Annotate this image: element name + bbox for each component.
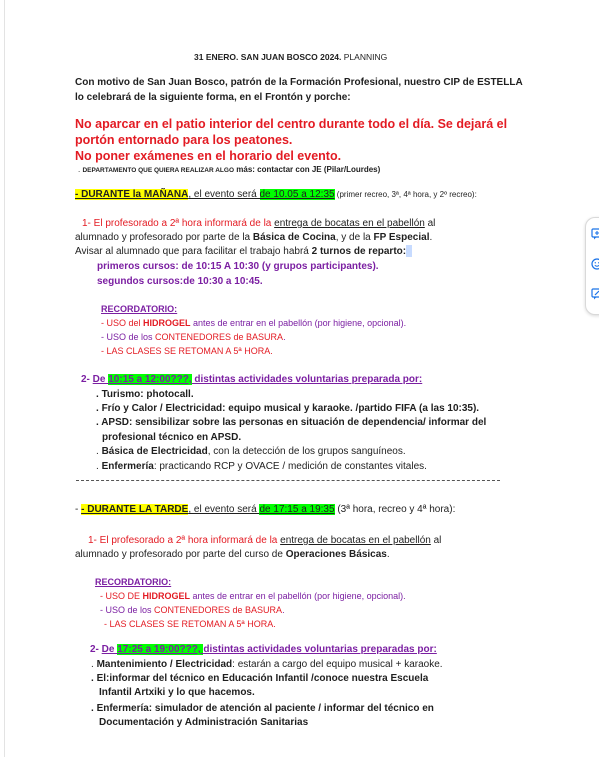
morning-activity-3: . APSD: sensibilizar sobre las personas en situación de dependencia/ informar del (96, 417, 487, 428)
morning-turn-1: primeros cursos: de 10:15 A 10:30 (y grupos participantes). (97, 261, 379, 272)
emoji-add-icon[interactable] (591, 258, 599, 270)
comment-add-icon[interactable] (591, 228, 599, 240)
afternoon-activity-2: . El:informar del técnico en Educación Infantil /conoce nuestra Escuela (91, 673, 429, 684)
intro-line-2: lo celebrará de la siguiente forma, en el Frontón y porche: (75, 92, 351, 103)
morning-activity-1: . Turismo: photocall. (96, 389, 194, 400)
morning-reminder-title: RECORDATORIO: (101, 304, 178, 314)
morning-activity-3-line-2: profesional técnico en APSD. (102, 432, 242, 443)
morning-reminder-1: - USO del HIDROGEL antes de entrar en el pabellón (por higiene, opcional). (101, 318, 407, 328)
afternoon-reminder-title: RECORDATORIO: (95, 577, 172, 587)
morning-header: - DURANTE la MAÑANA, el evento será de 10.05 a 12:35 (primer recreo, 3ª, 4ª hora, y 2º recreo): (75, 189, 477, 200)
doc-title: 31 ENERO. SAN JUAN BOSCO 2024. PLANNING (194, 52, 388, 62)
morning-item-2: 2- De 10:15 a 12:00???, distintas actividades voluntarias preparada por: (81, 374, 423, 385)
warning-line-3: No poner exámenes en el horario del evento. (75, 149, 342, 163)
side-action-panel (585, 217, 599, 315)
dept-note: . DEPARTAMENTO QUE QUIERA REALIZAR ALGO más: contactar con JE (Pilar/Lourdes) (78, 165, 381, 174)
afternoon-activity-2-line-2: Infantil Artxiki y lo que hacemos. (99, 687, 255, 698)
afternoon-activity-1: . Mantenimiento / Electricidad: estarán a cargo del equipo musical + karaoke. (91, 659, 443, 670)
afternoon-reminder-3: - LAS CLASES SE RETOMAN A 5ª HORA. (104, 619, 276, 629)
afternoon-activity-3-line-2: Documentación y Administración Sanitarias (99, 717, 309, 728)
section-divider (76, 480, 500, 481)
warning-line-2: portón entornado para los peatones. (75, 133, 293, 147)
morning-turns: Avisar al alumnado que para facilitar el trabajo habrá 2 turnos de reparto: (75, 245, 412, 258)
intro-line-1: Con motivo de San Juan Bosco, patrón de la Formación Profesional, nuestro CIP de ESTELLA (75, 77, 523, 88)
morning-reminder-3: - LAS CLASES SE RETOMAN A 5ª HORA. (101, 346, 273, 356)
afternoon-item-1: 1- El profesorado a 2ª hora informará de la entrega de bocatas en el pabellón al (88, 535, 442, 546)
morning-item-1-line-2: alumnado y profesorado por parte de la Básica de Cocina, y de la FP Especial. (75, 232, 433, 243)
text-cursor (406, 245, 412, 257)
morning-turn-2: segundos cursos:de 10:30 a 10:45. (97, 276, 263, 287)
morning-item-1: 1- El profesorado a 2ª hora informará de la entrega de bocatas en el pabellón al (82, 218, 436, 229)
afternoon-activity-3: . Enfermería: simulador de atención al paciente / informar del técnico en (91, 703, 434, 714)
morning-activity-4: . Básica de Electricidad, con la detección de los grupos sanguíneos. (96, 446, 406, 457)
afternoon-item-2: 2- De 17:25 a 19:00???, distintas actividades voluntarias preparadas por: (90, 644, 437, 655)
warning-line-1: No aparcar en el patio interior del centro durante todo el día. Se dejará el (75, 117, 508, 131)
morning-activity-2: . Frío y Calor / Electricidad: equipo musical y karaoke. /partido FIFA (a las 10:35). (96, 403, 480, 414)
afternoon-header: - - DURANTE LA TARDE, el evento será de 17:15 a 19:35 (3ª hora, recreo y 4ª hora): (75, 504, 456, 515)
suggest-edit-icon[interactable] (591, 288, 599, 300)
afternoon-reminder-1: - USO DE HIDROGEL antes de entrar en el pabellón (por higiene, opcional). (100, 591, 406, 601)
afternoon-item-1-line-2: alumnado y profesorado por parte del curso de Operaciones Básicas. (75, 549, 390, 560)
morning-reminder-2: - USO de los CONTENEDORES de BASURA. (101, 332, 286, 342)
morning-activity-5: . Enfermería: practicando RCP y OVACE / medición de constantes vitales. (96, 461, 427, 472)
afternoon-reminder-2: - USO de los CONTENEDORES de BASURA. (100, 605, 285, 615)
